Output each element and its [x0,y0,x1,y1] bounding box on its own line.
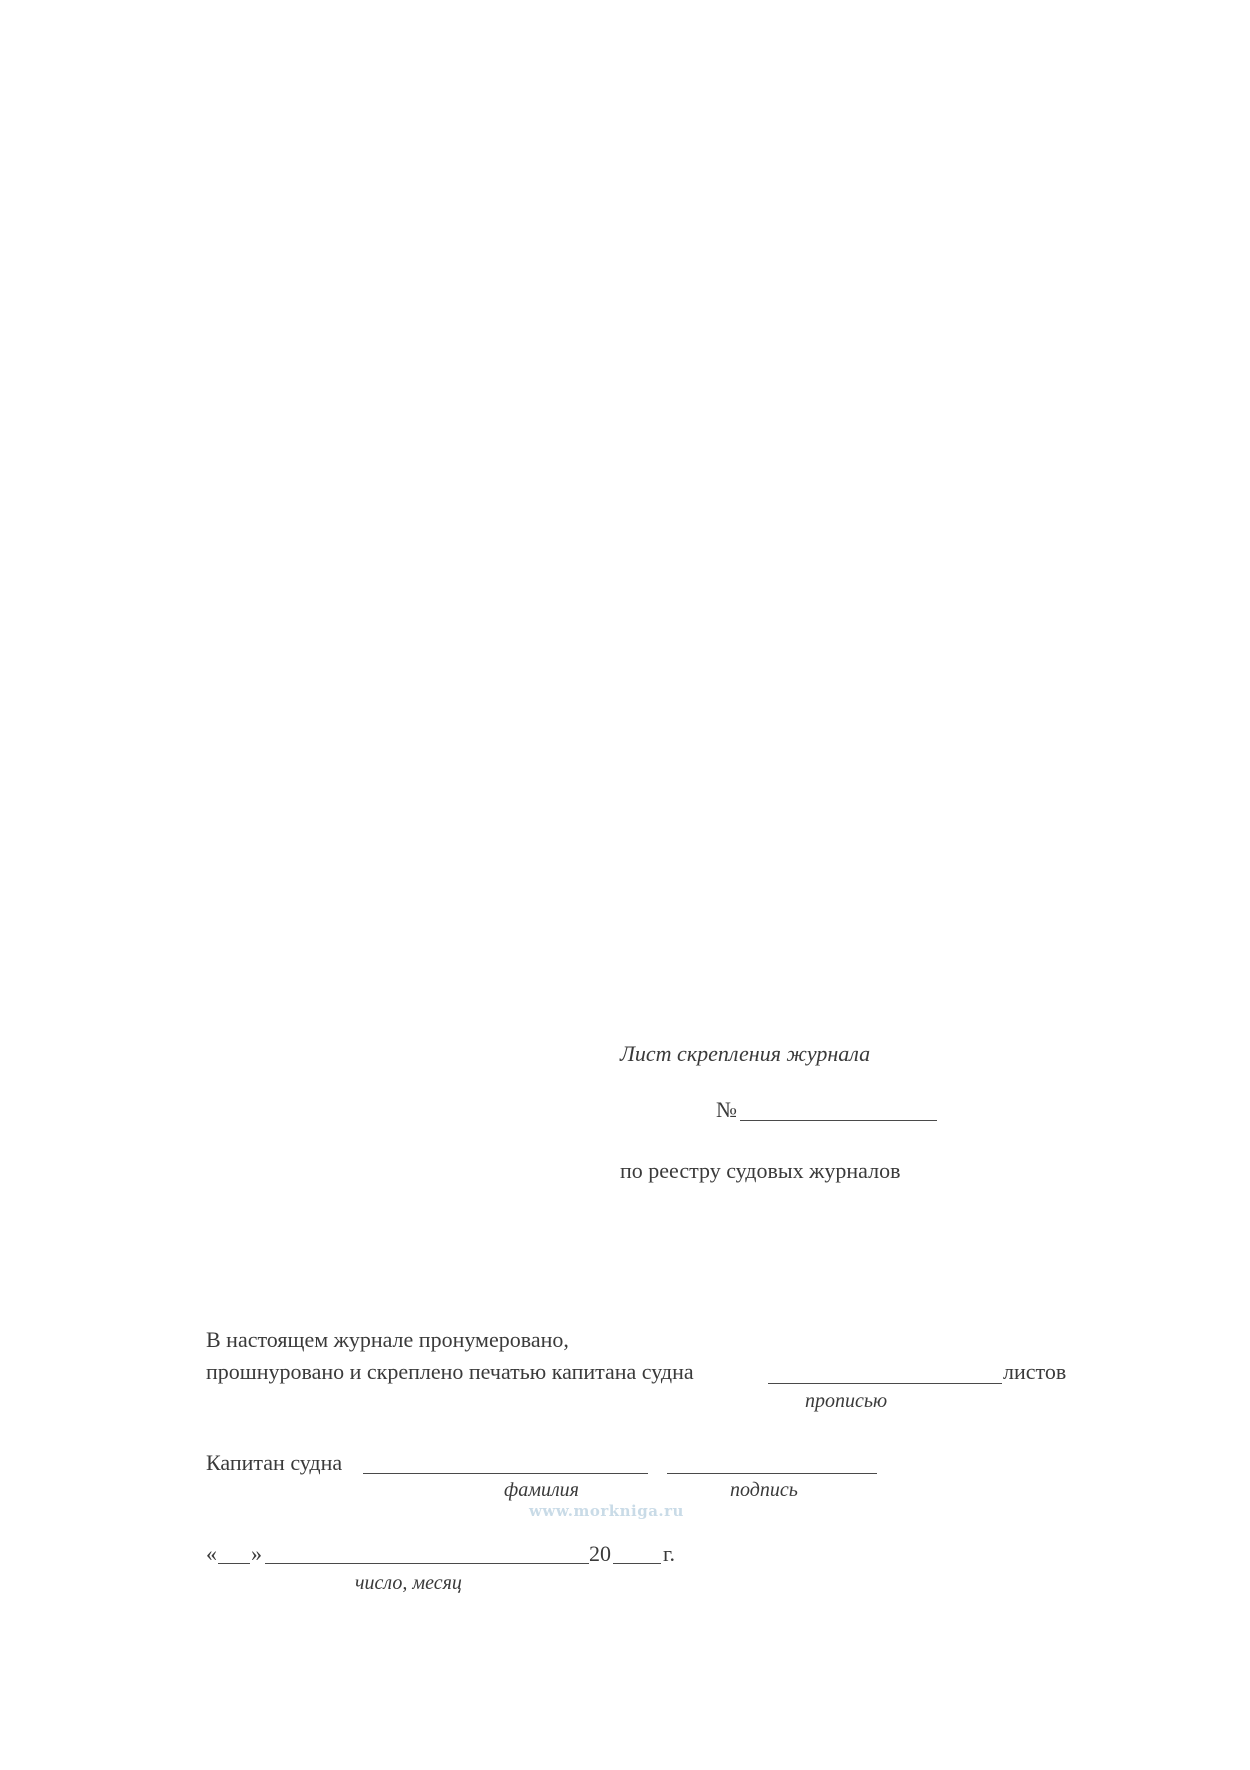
watermark: www.morkniga.ru [529,1502,684,1520]
date-caption: число, месяц [355,1572,462,1594]
date-close-quote: » [251,1541,262,1566]
number-field-line [740,1120,937,1121]
day-line [218,1563,250,1564]
date-century: 20 [589,1541,611,1566]
statement-line-1: В настоящем журнале пронумеровано, [206,1327,569,1352]
in-words-caption: прописью [805,1390,888,1412]
signature-line [667,1473,877,1474]
statement-line-2: прошнуровано и скреплено печатью капитана судна [206,1359,694,1384]
surname-caption: фамилия [504,1479,579,1501]
date-open-quote: « [206,1541,217,1566]
document-title: Лист скрепления журнала [620,1041,871,1066]
captain-label: Капитан судна [206,1450,343,1475]
sheets-suffix: листов [1003,1359,1067,1384]
year-suffix: г. [663,1541,676,1566]
registry-label: по реестру судовых журналов [620,1158,901,1183]
sheet-count-line [768,1383,1002,1384]
year-line [613,1563,661,1564]
number-label: № [716,1097,737,1122]
month-line [265,1563,589,1564]
surname-line [363,1473,648,1474]
signature-caption: подпись [730,1479,798,1501]
